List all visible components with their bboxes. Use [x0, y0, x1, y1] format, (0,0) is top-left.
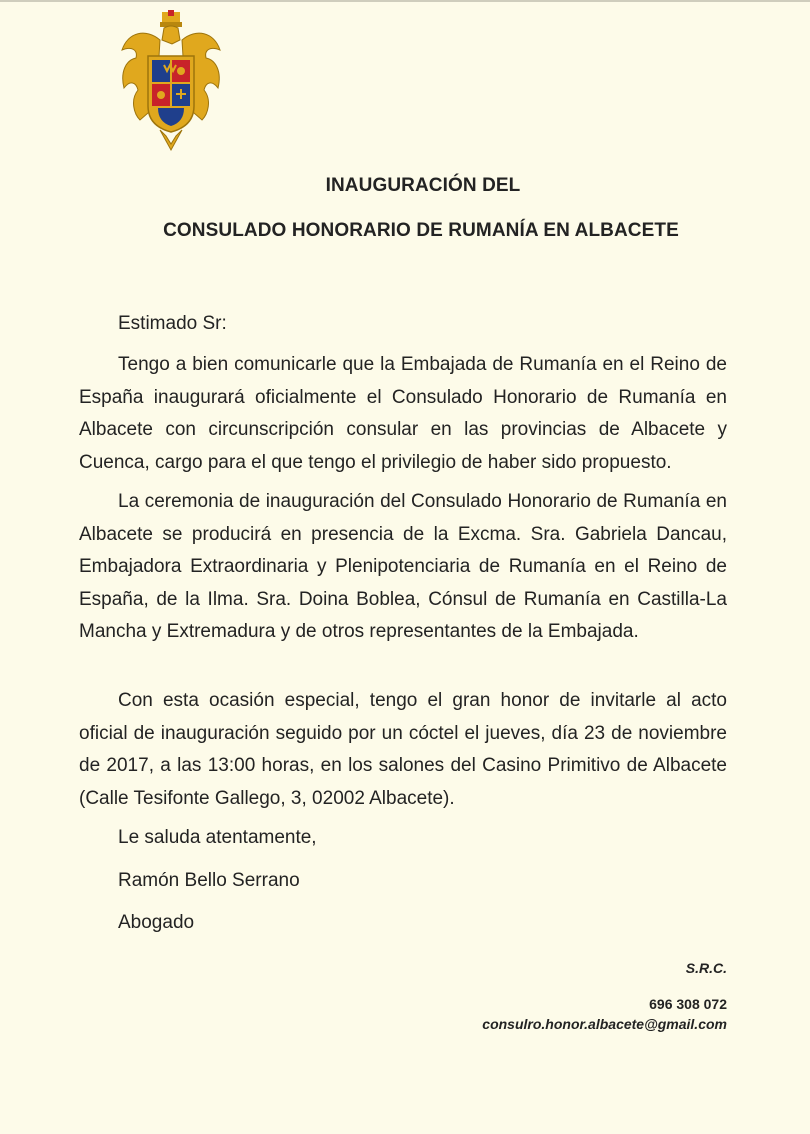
letter-title-line-2: CONSULADO HONORARIO DE RUMANÍA EN ALBACETE: [163, 220, 679, 241]
closing: Le saluda atentamente,: [118, 827, 317, 848]
body-paragraph: Con esta ocasión especial, tengo el gran honor de invitarle al acto oficial de inauguración seguido por un cóctel el jueves, día 23 de noviembre de 2017, a las 13:00 horas, en los salones del Casino Primitivo de Albacete (Calle Tesifonte Gallego, 3, 02002 Albacete).: [79, 690, 727, 809]
salutation: Estimado Sr:: [118, 313, 227, 334]
body-paragraph: Tengo a bien comunicarle que la Embajada de Rumanía en el Reino de España inaugurará oficialmente el Consulado Honorario de Rumanía en Albacete con circunscripción consular en las provincias de Albacete y Cuenca, cargo para el que tengo el privilegio de haber sido propuesto.: [79, 354, 727, 473]
letter-title-line-1: INAUGURACIÓN DEL: [325, 175, 521, 196]
signer-name: Ramón Bello Serrano: [118, 870, 300, 891]
signer-role: Abogado: [118, 912, 195, 933]
contact-phone: 696 308 072: [649, 996, 727, 1012]
romanian-coat-of-arms-icon: [116, 10, 226, 160]
top-divider: [0, 0, 810, 2]
body-paragraph: La ceremonia de inauguración del Consulado Honorario de Rumanía en Albacete se producirá en presencia de la Excma. Sra. Gabriela Dancau, Embajadora Extraordinaria y Plenipotenciaria de Rumanía en el Reino de España, de la Ilma. Sra. Doina Boblea, Cónsul de Rumanía en Castilla-La Mancha y Extremadura y de otros representantes de la Embajada.: [79, 491, 727, 642]
contact-email: consulro.honor.albacete@gmail.com: [482, 1016, 727, 1032]
src-note: S.R.C.: [685, 960, 727, 976]
